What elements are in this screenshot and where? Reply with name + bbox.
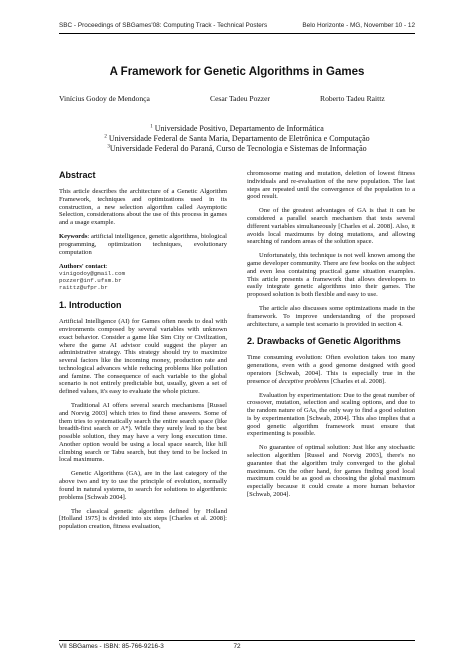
affiliation-2: $^2$ Universidade Federal de Santa Maria, Departamento de Eletrônica e Computação bbox=[104, 134, 370, 143]
author-2: Cesar Tadeu Pozzer bbox=[210, 94, 271, 103]
paper-title: A Framework for Genetic Algorithms in Games bbox=[109, 66, 365, 78]
keywords: Keywords: artificial intelligence, genetic algorithms, biological programming, optimization techniques, evolutionary computation bbox=[59, 233, 227, 256]
running-header bbox=[59, 22, 415, 32]
abstract-heading: Abstract bbox=[59, 170, 96, 180]
footer-isbn: VII SBGames - ISBN: 85-766-9216-3 bbox=[59, 643, 164, 650]
footer-rule bbox=[59, 640, 415, 641]
advantages-paragraph: One of the greatest advantages of GA is that it can be considered a parallel search mechanism that tests several different variables simultaneously [Charles et al. 2008]. Also, it avoids local maximums by doing mutations, and allowing searching of random areas of the solution space. bbox=[247, 207, 415, 246]
drawback-experimentation: Evaluation by experimentation: Due to the great number of crossover, mutation, selection and scaling options, and due to the random nature of GAs, the only way to find a good solution is by experimentation [Schwab, 2004]. This also implies that a good genetic algorithm framework must ensure that experimenting is possible. bbox=[247, 391, 415, 438]
email-3: raittz@ufpr.br bbox=[59, 284, 108, 292]
email-2: pozzer@inf.ufsm.br bbox=[59, 277, 122, 285]
affiliation-3: $^3$Universidade Federal do Paraná, Curso de Tecnologia e Sistemas de Informação bbox=[107, 144, 367, 153]
affiliation-1: $^1$ Universidade Positivo, Departamento de Informática bbox=[150, 124, 324, 133]
abstract-text: This article describes the architecture of a Genetic Algorithm Framework, techniques and optimizations used in its construction, a new selection algorithm called Asymptotic Selection, considerations about the use of this process in games and a usage example. bbox=[59, 188, 227, 226]
author-3: Roberto Tadeu Raittz bbox=[320, 94, 385, 103]
drawbacks-heading: 2. Drawbacks of Genetic Algorithms bbox=[247, 336, 401, 347]
email-1: vinigodoy@gmail.com bbox=[59, 270, 126, 278]
header-rule bbox=[59, 33, 415, 34]
author-1: Vinícius Godoy de Mendonça bbox=[59, 94, 150, 103]
header-left: SBC - Proceedings of SBGames'08: Computing Track - Technical Posters bbox=[59, 22, 268, 29]
intro-paragraph-4: The classical genetic algorithm defined by Holland [Holland 1975] is divided into six steps [Charles et al. 2008]: population creation, fitness evaluation, bbox=[59, 507, 227, 531]
header-right: Belo Horizonte - MG, November 10 - 12 bbox=[302, 22, 415, 29]
left-column bbox=[59, 170, 227, 537]
right-column bbox=[247, 170, 415, 505]
page-number: 72 bbox=[233, 643, 241, 650]
drawback-time: Time consuming evolution: Often evolution takes too many generations, even with a good genome designed with good operators [Schwab, 2004]. This is especially true in the presence of deceptive problems [Charles et al. 2008]. bbox=[247, 354, 415, 385]
intro-paragraph-2: Traditional AI offers several search mechanisms [Russel and Norvig 2003] which tries to find these answers. Some of them tries to systematically search the entire search space (like breadth-first search or A*). While they surely lead to the best possible solution, they may have a very long execution time. Another option would be using a local space search, like hill climbing search or Tabu search, but they tend to be locked in local maximums. bbox=[59, 402, 227, 464]
intro-paragraph-1: Artificial Intelligence (AI) for Games often needs to deal with environments composed by several variables with unknown exact behavior. Consider a game like Sim City or Civilization, where the game AI advisor could suggest the player an administrative strategy. This strategy should try to maximize several factors like the incoming money, production rate and technological advances while reducing problems like pollution and famine. The consequence of each variable to the global scenario is not entirely predictable but, usually, given a set of defined values, it's easy to evaluate the whole picture. bbox=[59, 318, 227, 396]
intro-paragraph-3: Genetic Algorithms (GA), are in the last category of the above two and try to use the principle of evolution, normally found in natural systems, to search for solutions to algorithmic problems [Schwab 2004]. bbox=[59, 470, 227, 501]
unfortunately-paragraph: Unfortunately, this technique is not well known among the game developer community. There are few books on the subject and even less containing practical game situation examples. This article presents a framework that allows developers to easily integrate genetic algorithms into their games. The proposed solution is both flexible and easy to use. bbox=[247, 252, 415, 299]
intro-continued: chromosome mating and mutation, deletion of lowest fitness individuals and re-evaluation of the new population. The last steps are repeated until the convergence of the population to a good result. bbox=[247, 170, 415, 201]
drawback-no-guarantee: No guarantee of optimal solution: Just like any stochastic selection algorithm [Russel and Norvig 2003], there's no guarantee that the algorithm truly converged to the global maximum. On the other hand, for games finding good local maximum could be as good as choosing the global maximum especially because it could create a more human behavior [Schwab, 2004]. bbox=[247, 444, 415, 498]
authors-contact: Authors' contact: bbox=[59, 262, 108, 270]
introduction-heading: 1. Introduction bbox=[59, 300, 122, 311]
optimizations-paragraph: The article also discusses some optimizations made in the framework. To improve understanding of the proposed architecture, a sample test scenario is provided in section 4. bbox=[247, 305, 415, 328]
